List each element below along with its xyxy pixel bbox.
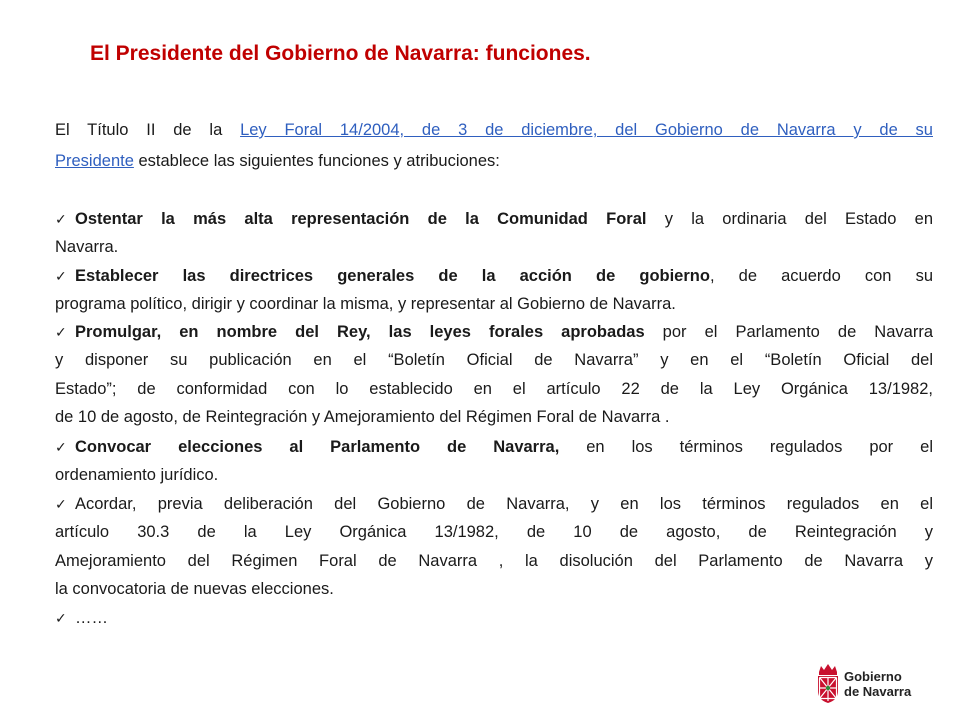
bullet-5-line-3: Amejoramiento del Régimen Foral de Navarra , la disolución del Parlamento de Navarra y bbox=[55, 552, 933, 570]
checkmark-icon: ✓ bbox=[55, 268, 67, 284]
law-link-continued[interactable]: Presidente bbox=[55, 152, 134, 170]
navarra-coat-of-arms-icon bbox=[816, 663, 840, 703]
bullet-5-text: Acordar, previa deliberación del Gobierno de Navarra, y en los términos regulados en el bbox=[75, 495, 933, 513]
intro-text-start: El Título II de la bbox=[55, 121, 241, 139]
intro-text-end: establece las siguientes funciones y atribuciones: bbox=[133, 152, 500, 170]
bullet-3-line-1 bbox=[55, 322, 933, 344]
bullet-1-bold: Ostentar la más alta representación de la Comunidad Foral bbox=[75, 210, 647, 228]
bullet-2-line-2: programa político, dirigir y coordinar la misma, y representar al Gobierno de Navarra. bbox=[55, 295, 676, 313]
logo-text-line-1: Gobierno bbox=[844, 669, 902, 684]
bullet-3-bold: Promulgar, en nombre del Rey, las leyes forales aprobadas bbox=[75, 323, 645, 341]
checkmark-icon: ✓ bbox=[55, 496, 67, 512]
checkmark-icon: ✓ bbox=[55, 324, 67, 340]
bullet-5-line-1 bbox=[55, 494, 933, 516]
law-link[interactable]: Ley Foral 14/2004, de 3 de diciembre, del Gobierno de Navarra y de su bbox=[240, 121, 933, 139]
bullet-4-line-2: ordenamiento jurídico. bbox=[55, 466, 219, 484]
bullet-3-text: por el Parlamento de Navarra bbox=[644, 323, 933, 341]
page-title: El Presidente del Gobierno de Navarra: funciones. bbox=[90, 42, 591, 65]
bullet-2-line-1 bbox=[55, 266, 933, 288]
intro-line-2 bbox=[55, 151, 933, 173]
checkmark-icon: ✓ bbox=[55, 439, 67, 455]
bullet-3-line-4: de 10 de agosto, de Reintegración y Amejoramiento del Régimen Foral de Navarra . bbox=[55, 408, 670, 426]
bullet-6-line-1 bbox=[55, 608, 933, 630]
bullet-1-line-2: Navarra. bbox=[55, 238, 119, 256]
bullet-4-text: en los términos regulados por el bbox=[559, 438, 933, 456]
bullet-2-bold: Establecer las directrices generales de la acción de gobierno bbox=[75, 267, 710, 285]
gobierno-de-navarra-logo bbox=[816, 663, 936, 705]
bullet-3-line-2: y disponer su publicación en el “Boletín Oficial de Navarra” y en el “Boletín Oficial del bbox=[55, 351, 933, 369]
bullet-6-text: …… bbox=[75, 609, 108, 627]
checkmark-icon: ✓ bbox=[55, 211, 67, 227]
bullet-2-text: , de acuerdo con su bbox=[709, 267, 933, 285]
bullet-5-line-2: artículo 30.3 de la Ley Orgánica 13/1982, de 10 de agosto, de Reintegración y bbox=[55, 523, 933, 541]
bullet-4-bold: Convocar elecciones al Parlamento de Navarra, bbox=[75, 438, 560, 456]
bullet-1-line-1 bbox=[55, 209, 933, 231]
logo-text-line-2: de Navarra bbox=[844, 684, 912, 699]
bullet-4-line-1 bbox=[55, 437, 933, 459]
bullet-3-line-3: Estado”; de conformidad con lo establecido en el artículo 22 de la Ley Orgánica 13/1982, bbox=[55, 380, 933, 398]
bullet-5-line-4: la convocatoria de nuevas elecciones. bbox=[55, 580, 334, 598]
bullet-1-text: y la ordinaria del Estado en bbox=[646, 210, 933, 228]
checkmark-icon: ✓ bbox=[55, 610, 67, 626]
intro-line-1 bbox=[55, 120, 933, 142]
